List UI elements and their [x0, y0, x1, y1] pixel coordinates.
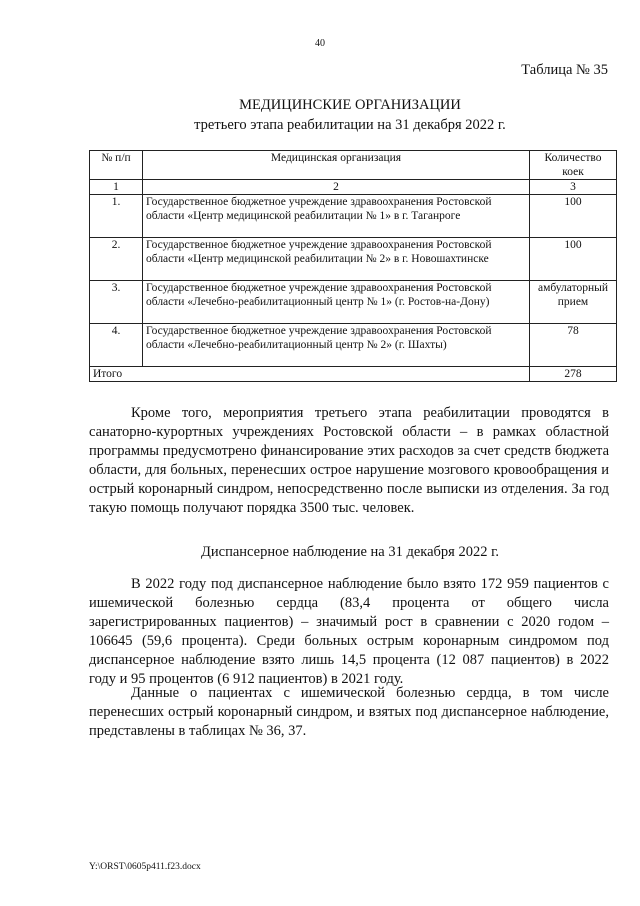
page-number: 40 — [315, 38, 325, 49]
table-row — [90, 281, 617, 324]
table-label: Таблица № 35 — [521, 62, 608, 78]
column-number-row — [90, 180, 617, 195]
table-row — [90, 238, 617, 281]
row-beds: 78 — [530, 324, 617, 367]
column-number: 3 — [530, 180, 617, 195]
row-beds: 100 — [530, 238, 617, 281]
row-beds: 100 — [530, 195, 617, 238]
title-line-2: третьего этапа реабилитации на 31 декабря 2022 г. — [194, 117, 506, 133]
row-org: Государственное бюджетное учреждение здравоохранения Ростовской области «Лечебно-реабилитационный центр № 1» (г. Ростов-на-Дону) — [143, 281, 530, 324]
row-org: Государственное бюджетное учреждение здравоохранения Ростовской области «Центр медицинской реабилитации № 2» в г. Новошахтинске — [143, 238, 530, 281]
row-num: 3. — [90, 281, 143, 324]
total-label: Итого — [90, 367, 530, 382]
table-row — [90, 324, 617, 367]
section-subheading: Диспансерное наблюдение на 31 декабря 2022 г. — [200, 544, 500, 560]
total-beds: 278 — [530, 367, 617, 382]
column-number: 2 — [143, 180, 530, 195]
paragraph-dispensary: В 2022 году под диспансерное наблюдение было взято 172 959 пациентов с ишемической болезнью сердца (83,4 процента от общего числа зарегистрированных пациентов) – значимый рост в сравнении с 2020 годом – 106645 (59,6 процента). Среди больных острым коронарным синдромом под диспансерное наблюдение взято лишь 14,5 процента (12 087 пациентов) в 2022 году и 95 процентов (6 912 пациентов) в 2021 году. — [89, 576, 609, 687]
paragraph-sanatorium: Кроме того, мероприятия третьего этапа реабилитации проводятся в санаторно-курортных учреждениях Ростовской области – в рамках областной программы предусмотрено финансирование этих расходов за счет средств бюджета области, для больных, перенесших острое нарушение мозгового кровообращения и острый коронарный синдром, непосредственно после выписки из отделения. За год такую помощь получают порядка 3500 тыс. человек. — [89, 405, 609, 516]
header-org: Медицинская организация — [143, 151, 530, 180]
column-number: 1 — [90, 180, 143, 195]
table-row — [90, 195, 617, 238]
row-beds: амбулаторный прием — [530, 281, 617, 324]
title-line-1: МЕДИЦИНСКИЕ ОРГАНИЗАЦИИ — [239, 97, 461, 113]
paragraph-tables-reference: Данные о пациентах с ишемической болезнью сердца, в том числе перенесших острый коронарный синдром, и взятых под диспансерное наблюдение, представлены в таблицах № 36, 37. — [89, 685, 609, 739]
total-row — [90, 367, 617, 382]
medical-organizations-table — [89, 150, 617, 382]
footer-file-path: Y:\ORST\0605p411.f23.docx — [89, 862, 201, 872]
row-num: 2. — [90, 238, 143, 281]
header-num: № п/п — [90, 151, 143, 180]
header-beds: Количество коек — [530, 151, 617, 180]
row-org: Государственное бюджетное учреждение здравоохранения Ростовской области «Центр медицинской реабилитации № 1» в г. Таганроге — [143, 195, 530, 238]
row-num: 4. — [90, 324, 143, 367]
document-title — [0, 95, 640, 135]
row-org: Государственное бюджетное учреждение здравоохранения Ростовской области «Лечебно-реабилитационный центр № 2» (г. Шахты) — [143, 324, 530, 367]
row-num: 1. — [90, 195, 143, 238]
table-header-row — [90, 151, 617, 180]
